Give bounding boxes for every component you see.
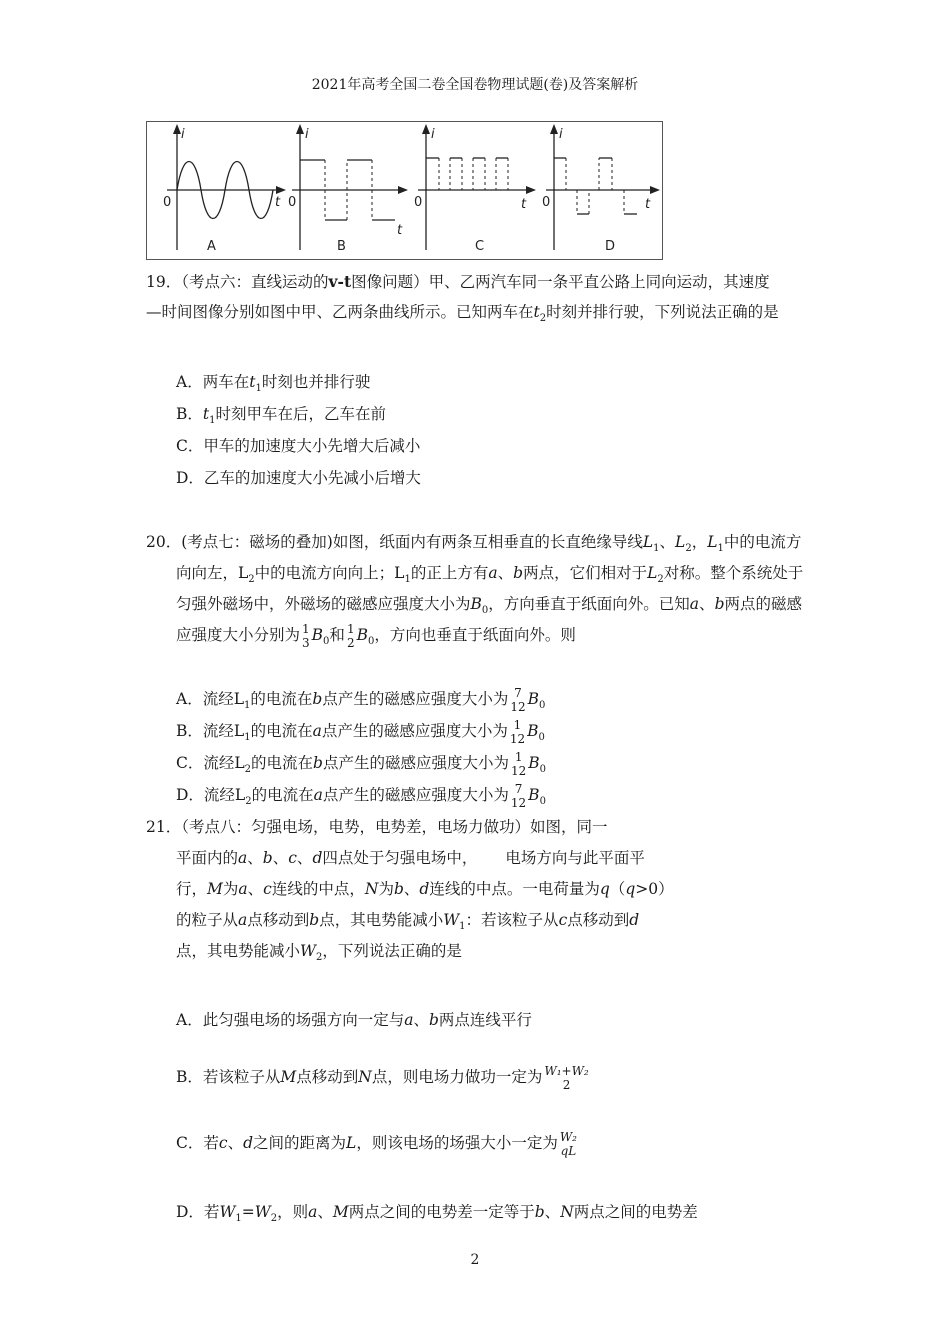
q20-number: 20． [146, 533, 182, 551]
q19-line2: —时间图像分别如图中甲、乙两条曲线所示。已知两车在$t_2$时刻并排行驶，下列说法正确的是 [146, 303, 779, 325]
axis-i-label-c: i [431, 127, 435, 142]
panel-c [414, 124, 536, 254]
q21-number: 21． [146, 818, 182, 836]
origin-label-d: 0 [542, 195, 551, 210]
q21-option-b[interactable]: B．若该粒子从M点移动到N点，则电场力做功一定为 W₁+W₂ 2 [176, 1064, 589, 1092]
axis-t-label-d: t [645, 197, 651, 212]
origin-label-b: 0 [288, 195, 297, 210]
fraction-seven-twelfths: 7 12 [510, 782, 527, 810]
fraction-w1-plus-w2-over-2: W₁+W₂ 2 [544, 1064, 589, 1092]
axis-t-label-b: t [397, 223, 403, 238]
panel-label-c: C [475, 239, 485, 254]
q20-option-c[interactable]: C．流经$L_2$的电流在b点产生的磁感应强度大小为 1 12 $B_0$ [176, 750, 547, 778]
q21-line3: 行，M为a、c连线的中点，N为b、d连线的中点。一电荷量为q（q>0） [176, 880, 674, 898]
q19-option-a[interactable]: A．两车在$t_1$时刻也并排行驶 [176, 373, 371, 395]
fraction-one-twelfth: 1 12 [509, 718, 526, 746]
q20-line4: 应强度大小分别为 1 3 $B_0$和 1 2 $B_0$，方向也垂直于纸面向外。则 [176, 622, 576, 650]
panel-b [288, 124, 408, 254]
fraction-one-third: 1 3 [302, 622, 310, 650]
q21-option-c[interactable]: C．若c、d之间的距离为L，则该电场的场强大小一定为 W₂ qL [176, 1130, 577, 1158]
q21-line5: 点，其电势能减小$W_2$，下列说法正确的是 [176, 942, 462, 964]
waveform-figure [146, 121, 663, 260]
panel-label-b: B [337, 239, 346, 254]
q20-option-a[interactable]: A．流经$L_1$的电流在b点产生的磁感应强度大小为 7 12 $B_0$ [176, 686, 546, 714]
q19-option-d[interactable]: D．乙车的加速度大小先减小后增大 [176, 469, 421, 487]
q19-option-b[interactable]: B．$t_1$时刻甲车在后，乙车在前 [176, 405, 387, 427]
axis-i-label-a: i [181, 127, 185, 142]
q21-line4: 的粒子从a点移动到b点，其电势能减小$W_1$：若该粒子从c点移动到d [176, 911, 640, 933]
fraction-w2-over-qL: W₂ qL [559, 1130, 577, 1158]
q20-option-b[interactable]: B．流经$L_1$的电流在a点产生的磁感应强度大小为 1 12 $B_0$ [176, 718, 545, 746]
q19-option-c[interactable]: C．甲车的加速度大小先增大后减小 [176, 437, 421, 455]
fraction-one-half: 1 2 [346, 622, 355, 650]
axis-i-label-d: i [559, 127, 563, 142]
origin-label-c: 0 [414, 195, 423, 210]
axis-i-label-b: i [305, 127, 309, 142]
origin-label-a: 0 [163, 195, 172, 210]
q21-option-a[interactable]: A．此匀强电场的场强方向一定与a、b两点连线平行 [176, 1011, 532, 1029]
q20-line3: 匀强外磁场中，外磁场的磁感应强度大小为$B_0$，方向垂直于纸面向外。已知a、b两点的磁感 [176, 595, 803, 617]
q20-option-d[interactable]: D．流经$L_2$的电流在a点产生的磁感应强度大小为 7 12 $B_0$ [176, 782, 546, 810]
q20-line2: 向向左，$L_2$中的电流方向向上；$L_1$的正上方有a、b两点，它们相对于$L_2$对称。整个系统处于 [176, 564, 804, 586]
fraction-seven-twelfths: 7 12 [510, 686, 526, 714]
axis-t-label-c: t [521, 197, 527, 212]
q21-line2: 平面内的a、b、c、d四点处于匀强电场中， 电场方向与此平面平 [176, 849, 645, 867]
q21-option-d[interactable]: D．若$W_1=W_2$，则a、M两点之间的电势差一定等于b、N两点之间的电势差 [176, 1203, 698, 1225]
q20-line1: 20．(考点七：磁场的叠加)如图，纸面内有两条互相垂直的长直绝缘导线$L_1$、$L_2$，$L_1$中的电流方 [146, 533, 802, 555]
panel-d [542, 124, 660, 254]
q19-line1: 19．（考点六：直线运动的v-t图像问题）甲、乙两汽车同一条平直公路上同向运动，其速度 [146, 272, 770, 291]
axis-t-label-a: t [275, 195, 281, 210]
page-header: 2021年高考全国二卷全国卷物理试题(卷)及答案解析 [311, 77, 639, 93]
panel-label-a: A [207, 239, 216, 254]
q21-line1: 21．（考点八：匀强电场，电势，电势差，电场力做功）如图，同一 [146, 818, 608, 836]
q19-number: 19． [146, 273, 182, 291]
fraction-one-twelfth: 1 12 [511, 750, 527, 778]
panel-a [163, 124, 286, 254]
page-number: 2 [470, 1252, 480, 1268]
waveform-svg [147, 122, 662, 259]
panel-label-d: D [605, 239, 616, 254]
